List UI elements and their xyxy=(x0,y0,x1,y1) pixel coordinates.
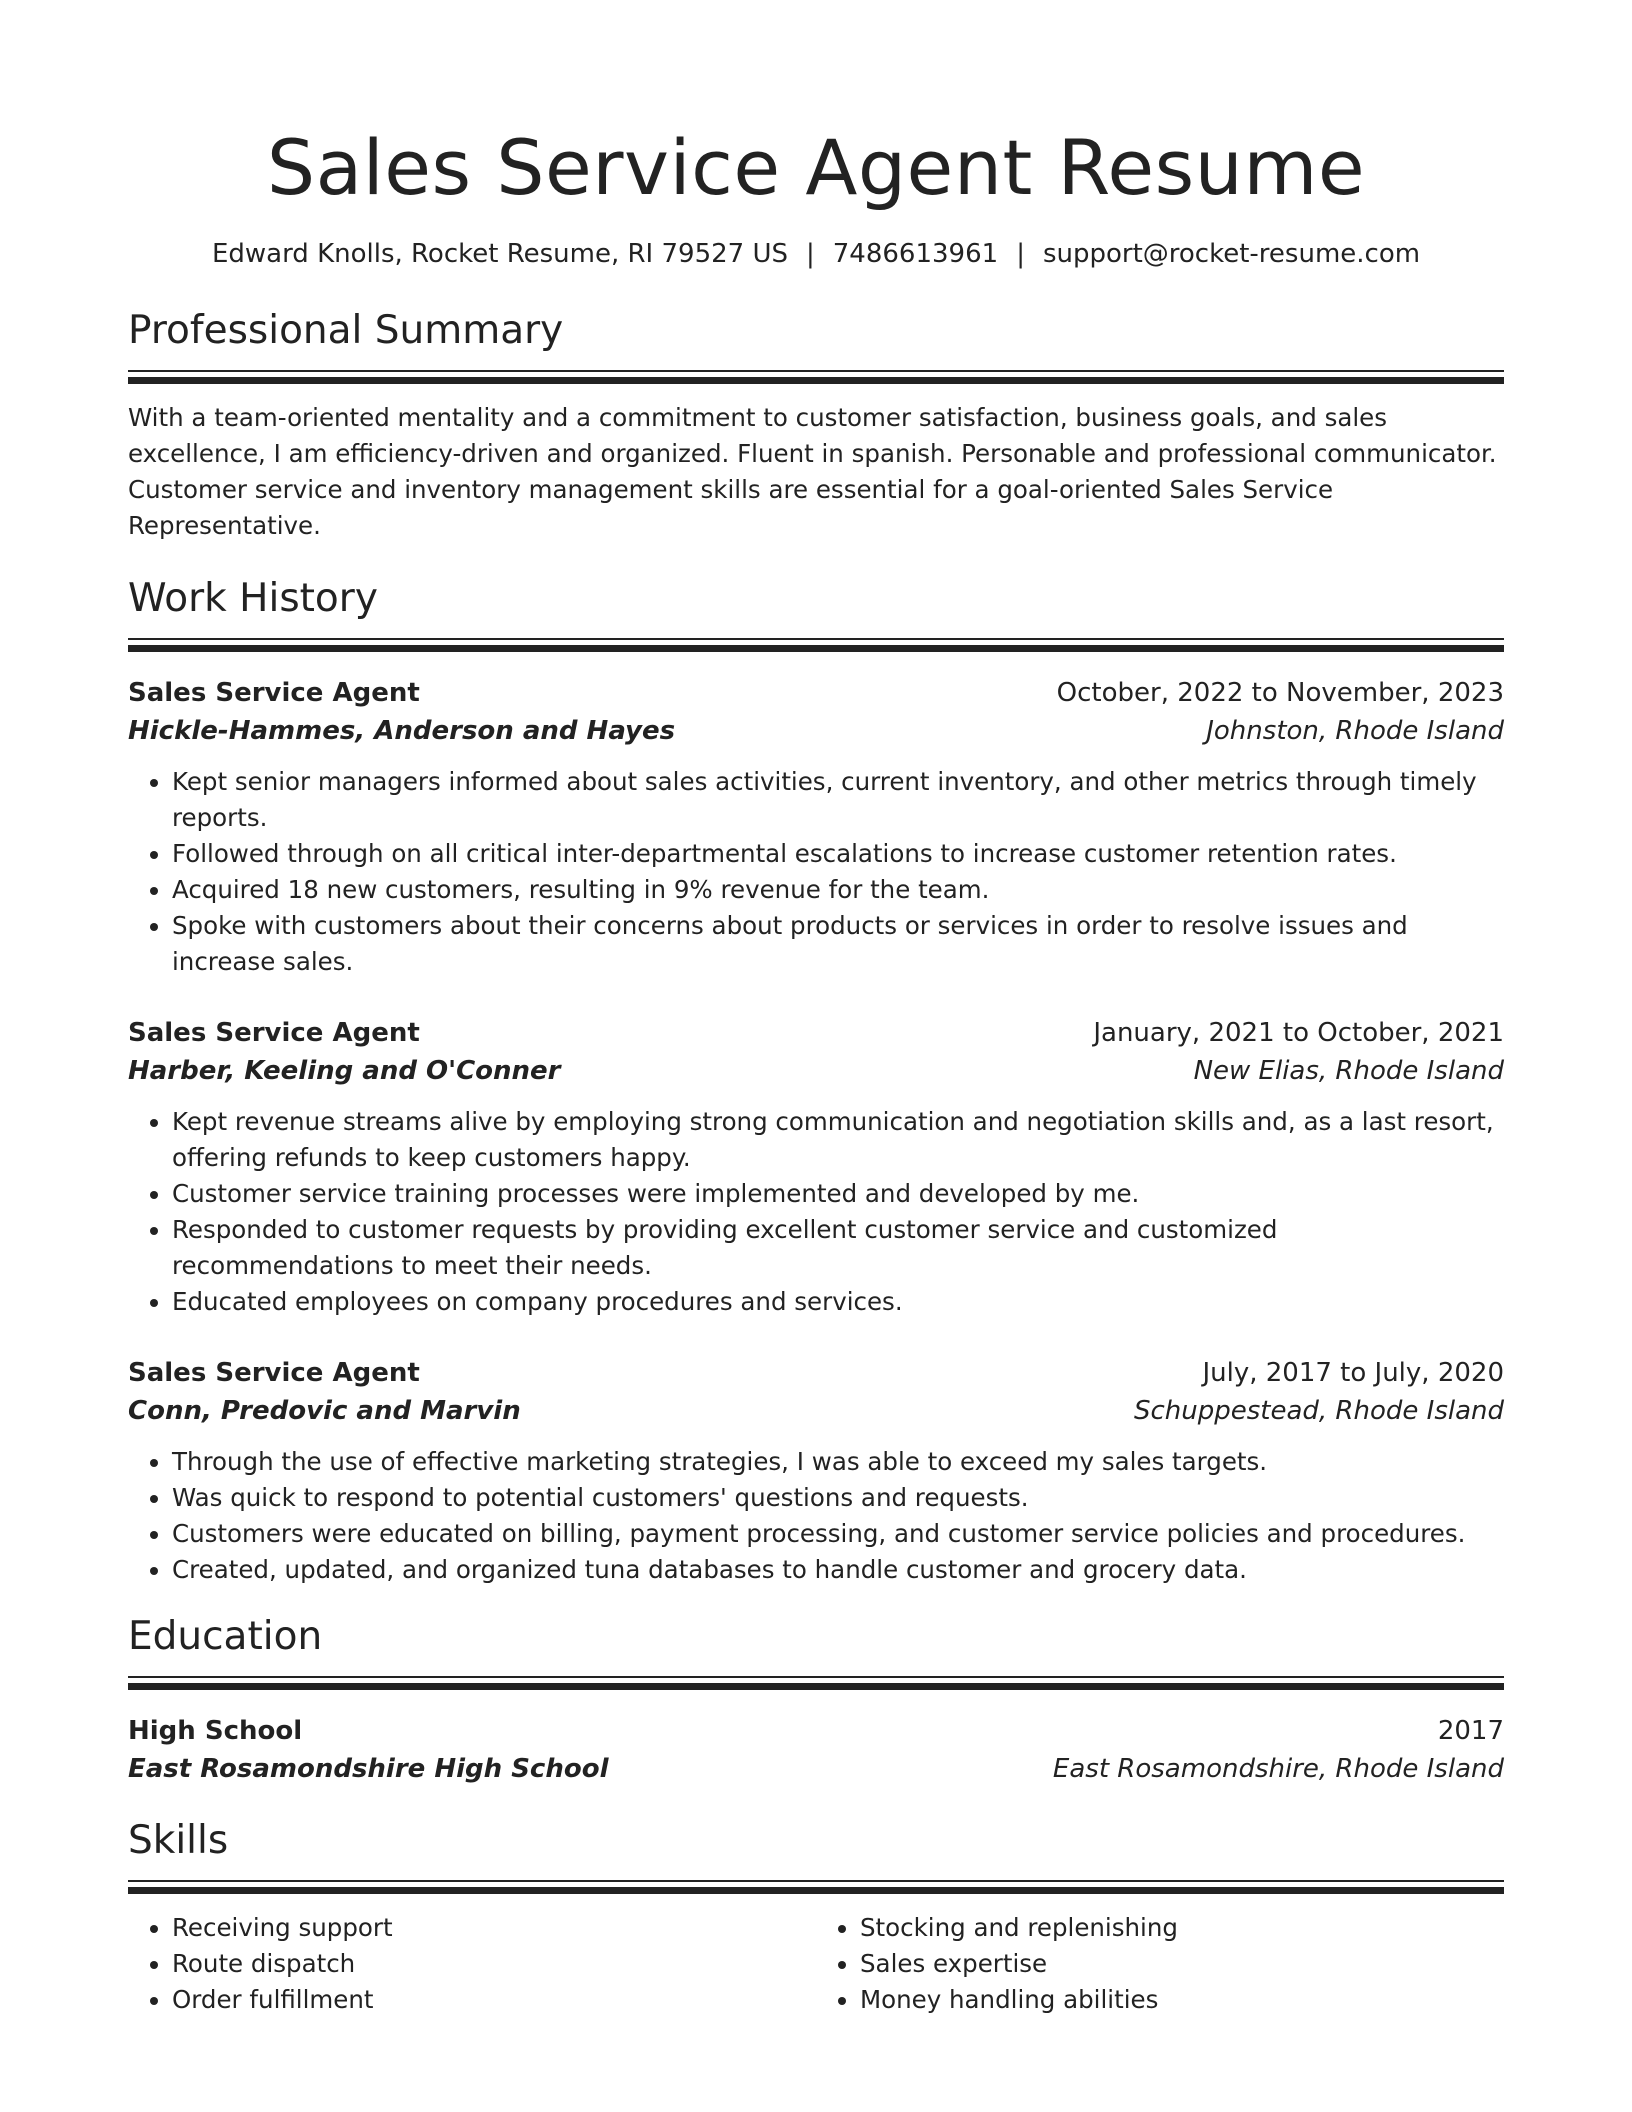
list-item: • Responded to customer requests by providing excellent customer service and customized recommendations to meet their needs. xyxy=(172,1212,1504,1284)
contact-email: support@rocket-resume.com xyxy=(1042,239,1421,269)
contact-line xyxy=(128,236,1504,272)
list-item: • Created, updated, and organized tuna databases to handle customer and grocery data. xyxy=(172,1552,1504,1588)
section-heading-education: Education xyxy=(128,1614,323,1659)
job-entry xyxy=(128,1354,1504,1588)
job-company: Harber, Keeling and O'Conner xyxy=(128,1056,561,1086)
job-location: Johnston, Rhode Island xyxy=(1206,716,1504,746)
job-bullet-list xyxy=(128,764,1504,980)
contact-separator: | xyxy=(806,239,815,269)
list-item: • Educated employees on company procedures and services. xyxy=(172,1284,1504,1320)
page-title: Sales Service Agent Resume xyxy=(266,123,1366,212)
job-entry xyxy=(128,1014,1504,1320)
list-item: • Followed through on all critical inter-departmental escalations to increase customer retention rates. xyxy=(172,836,1504,872)
job-dates: July, 2017 to July, 2020 xyxy=(1202,1358,1504,1388)
section-divider xyxy=(128,1676,1504,1690)
contact-address: Edward Knolls, Rocket Resume, RI 79527 US xyxy=(211,239,788,269)
job-location: Schuppestead, Rhode Island xyxy=(1133,1396,1504,1426)
list-item: • Money handling abilities xyxy=(860,1982,1504,2018)
job-dates: October, 2022 to November, 2023 xyxy=(1056,678,1504,708)
list-item: • Through the use of effective marketing strategies, I was able to exceed my sales targets. xyxy=(172,1444,1504,1480)
job-bullet-list xyxy=(128,1104,1504,1320)
job-company-row xyxy=(128,712,1504,750)
section-heading-work: Work History xyxy=(128,576,378,621)
education-location: East Rosamondshire, Rhode Island xyxy=(1052,1754,1504,1784)
skills-list-left xyxy=(128,1910,816,2018)
job-company-row xyxy=(128,1052,1504,1090)
job-header-row xyxy=(128,1354,1504,1392)
job-header-row xyxy=(128,1014,1504,1052)
skills-section xyxy=(128,1816,1504,2018)
skills-columns xyxy=(128,1910,1504,2018)
section-divider xyxy=(128,638,1504,652)
job-company: Hickle-Hammes, Anderson and Hayes xyxy=(128,716,676,746)
list-item: • Kept revenue streams alive by employing strong communication and negotiation skills and, as a last resort, offering refunds to keep customers happy. xyxy=(172,1104,1504,1176)
list-item: • Acquired 18 new customers, resulting in 9% revenue for the team. xyxy=(172,872,1504,908)
job-location: New Elias, Rhode Island xyxy=(1193,1056,1504,1086)
education-school: East Rosamondshire High School xyxy=(128,1754,609,1784)
list-item: • Was quick to respond to potential customers' questions and requests. xyxy=(172,1480,1504,1516)
education-section xyxy=(128,1612,1504,1788)
list-item: • Route dispatch xyxy=(172,1946,816,1982)
job-title: Sales Service Agent xyxy=(128,1358,420,1388)
summary-text: With a team-oriented mentality and a commitment to customer satisfaction, business goals, and sales excellence, I am efficiency-driven and organized. Fluent in spanish. Personable and professional communicator. Customer service and inventory management skills are essential for a goal-oriented Sales Service Representative. xyxy=(128,403,1497,540)
job-company: Conn, Predovic and Marvin xyxy=(128,1396,521,1426)
list-item: • Sales expertise xyxy=(860,1946,1504,1982)
job-entry xyxy=(128,674,1504,980)
list-item: • Order fulfillment xyxy=(172,1982,816,2018)
skills-list-right xyxy=(816,1910,1504,2018)
list-item: • Customers were educated on billing, payment processing, and customer service policies and procedures. xyxy=(172,1516,1504,1552)
contact-phone: 7486613961 xyxy=(832,239,999,269)
education-school-row xyxy=(128,1750,1504,1788)
section-divider xyxy=(128,1880,1504,1894)
education-entry xyxy=(128,1712,1504,1788)
education-degree: High School xyxy=(128,1716,303,1746)
list-item: • Spoke with customers about their concerns about products or services in order to resolve issues and increase sales. xyxy=(172,908,1504,980)
list-item: • Kept senior managers informed about sales activities, current inventory, and other metrics through timely reports. xyxy=(172,764,1504,836)
section-divider xyxy=(128,370,1504,384)
job-bullet-list xyxy=(128,1444,1504,1588)
list-item: • Customer service training processes were implemented and developed by me. xyxy=(172,1176,1504,1212)
contact-separator: | xyxy=(1016,239,1025,269)
job-title: Sales Service Agent xyxy=(128,1018,420,1048)
list-item: • Stocking and replenishing xyxy=(860,1910,1504,1946)
job-company-row xyxy=(128,1392,1504,1430)
summary-section xyxy=(128,306,1504,544)
job-dates: January, 2021 to October, 2021 xyxy=(1093,1018,1504,1048)
work-history-section xyxy=(128,574,1504,1588)
education-year: 2017 xyxy=(1437,1716,1504,1746)
job-title: Sales Service Agent xyxy=(128,678,420,708)
section-heading-skills: Skills xyxy=(128,1818,229,1863)
job-header-row xyxy=(128,674,1504,712)
list-item: • Receiving support xyxy=(172,1910,816,1946)
education-header-row xyxy=(128,1712,1504,1750)
section-heading-summary: Professional Summary xyxy=(128,308,564,353)
